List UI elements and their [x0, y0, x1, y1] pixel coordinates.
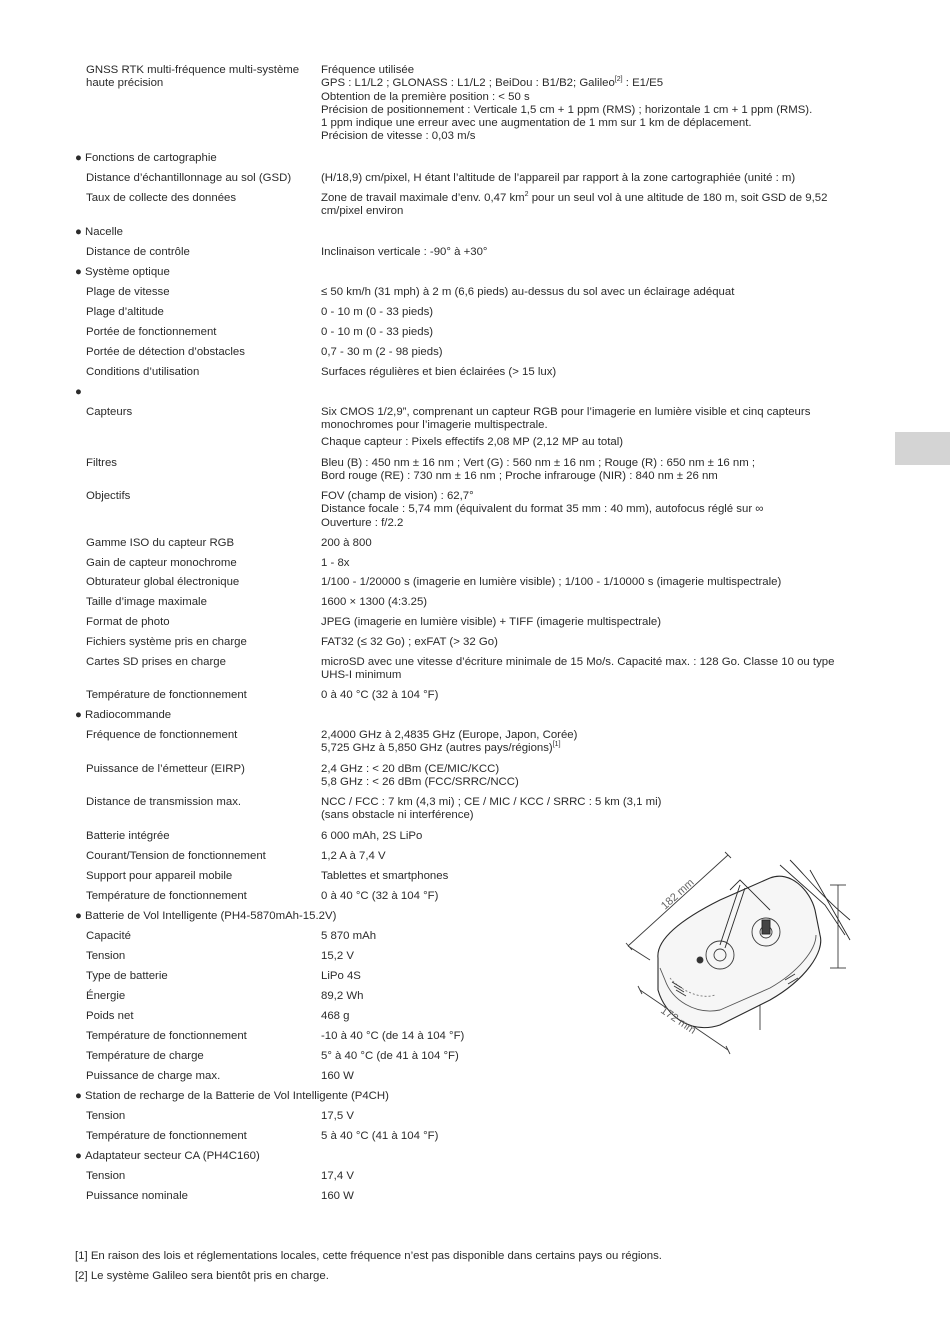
footnote-ref: [2] — [614, 76, 623, 84]
footnote-ref: [1] — [552, 741, 561, 749]
dimension-label: 172 mm — [658, 1004, 698, 1037]
footnote-2: [2] Le système Galileo sera bientôt pris en charge. — [75, 1270, 329, 1282]
section-heading: ● Système optique — [75, 266, 170, 278]
section-heading: ● — [75, 386, 82, 398]
spec-value: Fréquence utilisée GPS : L1/L2 ; GLONASS : L1/L2 ; BeiDou : B1/B2; Galileo[2] : E1/E5 Obtention de la première position : < 50 s Précision de positionnement : Verticale 1,5 cm + 1 ppm (RMS) ; horizontale 1 cm + 1 ppm (RMS). 1 ppm indique une erreur avec une augmentation de 1 mm sur 1 km de déplacement. Précision de vitesse : 0,03 m/s — [321, 64, 813, 143]
section-heading: ● Station de recharge de la Batterie de Vol Intelligente (P4CH) — [75, 1090, 389, 1102]
section-heading: ● Batterie de Vol Intelligente (PH4-5870mAh-15.2V) — [75, 910, 337, 922]
remote-controller-dimension-diagram — [620, 840, 870, 1060]
section-heading: ● Fonctions de cartographie — [75, 152, 217, 164]
section-heading: ● Adaptateur secteur CA (PH4C160) — [75, 1150, 260, 1162]
controller-body — [658, 876, 821, 1027]
footnote-1: [1] En raison des lois et réglementations locales, cette fréquence n’est pas disponible dans certains pays ou régions. — [75, 1250, 662, 1262]
side-tab-marker — [895, 432, 950, 465]
section-heading: ● Radiocommande — [75, 709, 172, 721]
section-heading: ● Nacelle — [75, 226, 123, 238]
spec-label: GNSS RTK multi-fréquence multi-système haute précision — [86, 64, 300, 90]
dimension-label: 182 mm — [658, 876, 697, 913]
